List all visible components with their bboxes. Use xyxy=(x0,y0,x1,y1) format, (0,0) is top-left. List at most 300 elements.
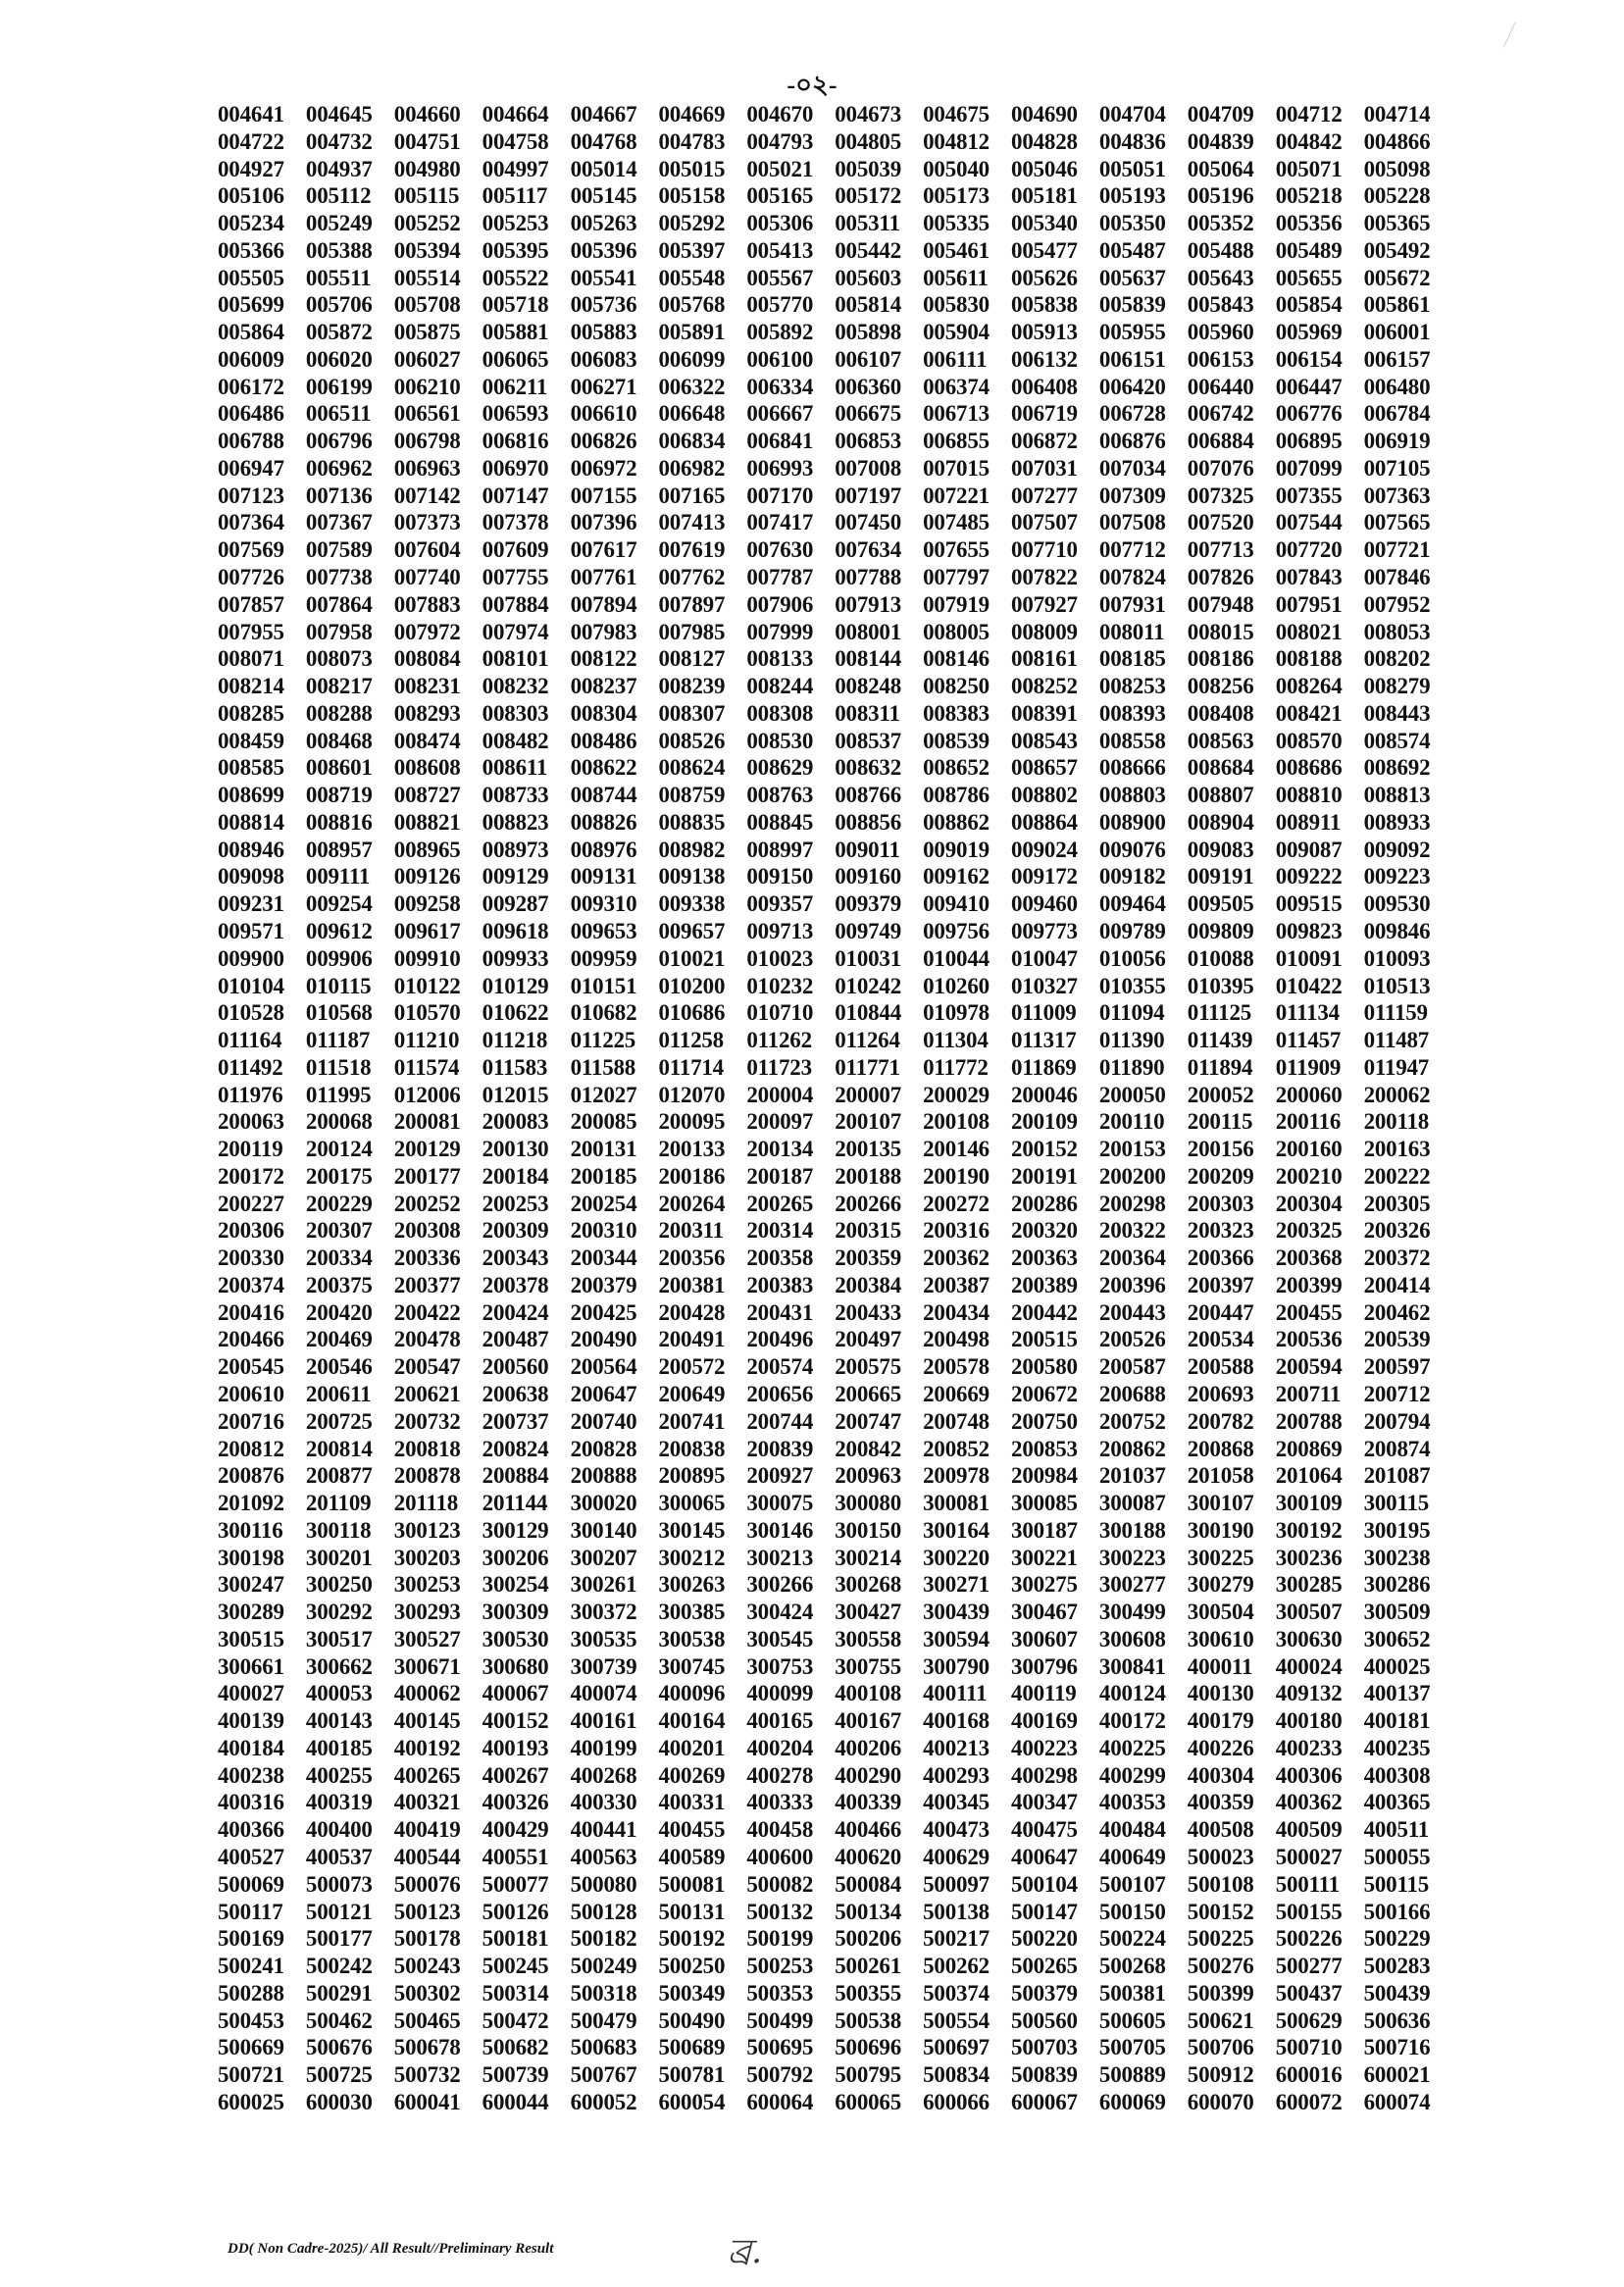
roll-number: 500839 xyxy=(1011,2062,1078,2088)
roll-number: 008558 xyxy=(1098,728,1166,753)
roll-number: 200046 xyxy=(1011,1082,1078,1107)
roll-number: 200927 xyxy=(746,1463,814,1489)
roll-number: 009011 xyxy=(835,837,900,862)
roll-number: 300517 xyxy=(305,1626,373,1652)
roll-number: 200063 xyxy=(218,1109,284,1135)
roll-number: 500181 xyxy=(482,1926,549,1952)
roll-number: 500353 xyxy=(746,1980,814,2006)
roll-number: 008911 xyxy=(1275,809,1342,835)
roll-number: 400290 xyxy=(835,1762,902,1788)
roll-number: 011210 xyxy=(393,1028,460,1053)
roll-number: 005106 xyxy=(218,183,284,209)
roll-number: 500169 xyxy=(218,1926,284,1952)
roll-number: 300608 xyxy=(1098,1626,1166,1652)
roll-number: 006667 xyxy=(746,401,814,427)
roll-number: 500265 xyxy=(1011,1954,1078,1979)
roll-number: 008250 xyxy=(923,674,990,699)
roll-number: 400473 xyxy=(923,1817,990,1843)
roll-number: 010021 xyxy=(658,945,726,971)
roll-number: 400400 xyxy=(305,1817,373,1843)
roll-number: 004670 xyxy=(746,102,814,127)
roll-number: 400213 xyxy=(923,1735,990,1760)
roll-number: 200487 xyxy=(482,1327,549,1352)
roll-number: 006271 xyxy=(570,374,637,399)
roll-number: 400168 xyxy=(923,1708,990,1734)
roll-number: 008601 xyxy=(305,755,373,781)
roll-number: 500379 xyxy=(1011,1980,1078,2006)
roll-number: 011390 xyxy=(1098,1028,1165,1053)
roll-number: 008813 xyxy=(1363,783,1431,808)
roll-number: 500055 xyxy=(1363,1845,1431,1869)
roll-number: 009505 xyxy=(1187,891,1254,917)
roll-number: 200107 xyxy=(835,1109,902,1135)
roll-number: 011457 xyxy=(1275,1028,1342,1053)
roll-number: 500706 xyxy=(1187,2035,1254,2060)
roll-number: 008239 xyxy=(658,674,726,699)
roll-number: 007822 xyxy=(1011,565,1078,590)
roll-number: 009131 xyxy=(570,864,637,889)
roll-number: 200307 xyxy=(305,1218,373,1244)
roll-number: 400458 xyxy=(746,1817,814,1843)
roll-number: 005115 xyxy=(393,183,460,209)
roll-number: 011574 xyxy=(393,1054,460,1080)
roll-number: 200118 xyxy=(1363,1109,1430,1135)
roll-number: 200083 xyxy=(482,1109,549,1135)
roll-number: 400359 xyxy=(1187,1790,1254,1815)
roll-number: 500225 xyxy=(1187,1926,1254,1952)
roll-number: 200611 xyxy=(305,1381,372,1406)
roll-number: 005196 xyxy=(1187,183,1254,209)
roll-number: 010513 xyxy=(1363,973,1431,998)
roll-number: 500283 xyxy=(1363,1954,1431,1979)
roll-number: 200434 xyxy=(923,1299,990,1325)
roll-number: 500479 xyxy=(570,2007,637,2033)
roll-number: 200379 xyxy=(570,1272,637,1297)
roll-number: 009749 xyxy=(835,918,902,943)
roll-number: 007931 xyxy=(1098,591,1166,617)
roll-number: 010395 xyxy=(1187,973,1254,998)
roll-number: 005488 xyxy=(1187,237,1254,263)
roll-number: 200812 xyxy=(218,1436,284,1461)
roll-number: 005892 xyxy=(746,320,814,345)
roll-number: 006876 xyxy=(1098,429,1166,454)
roll-number: 005234 xyxy=(218,211,284,236)
roll-number: 300080 xyxy=(835,1491,902,1516)
roll-number: 200085 xyxy=(570,1109,637,1135)
roll-number: 008997 xyxy=(746,837,814,862)
roll-number: 200304 xyxy=(1275,1191,1343,1216)
roll-number: 300739 xyxy=(570,1653,637,1679)
roll-number: 500126 xyxy=(482,1899,549,1924)
roll-number: 300671 xyxy=(393,1653,461,1679)
roll-number: 009182 xyxy=(1098,864,1166,889)
roll-number: 005838 xyxy=(1011,292,1078,318)
roll-number: 400537 xyxy=(305,1845,373,1869)
roll-number: 200209 xyxy=(1187,1163,1254,1189)
roll-number: 300630 xyxy=(1275,1626,1343,1652)
roll-number: 300085 xyxy=(1011,1491,1078,1516)
roll-number: 500381 xyxy=(1098,1980,1166,2006)
roll-number: 300755 xyxy=(835,1653,902,1679)
roll-number: 005046 xyxy=(1011,156,1078,181)
roll-number: 006728 xyxy=(1098,401,1166,427)
roll-number: 005864 xyxy=(218,320,284,345)
roll-number: 007105 xyxy=(1363,455,1431,481)
roll-number: 009083 xyxy=(1187,837,1254,862)
roll-number: 500669 xyxy=(218,2035,284,2060)
roll-number: 500243 xyxy=(393,1954,461,1979)
roll-number: 007974 xyxy=(482,619,549,644)
roll-number: 008835 xyxy=(658,809,726,835)
roll-number: 300515 xyxy=(218,1626,284,1652)
roll-number: 400509 xyxy=(1275,1817,1343,1843)
roll-number: 500262 xyxy=(923,1954,990,1979)
roll-number: 009900 xyxy=(218,945,284,971)
roll-number: 300439 xyxy=(923,1600,990,1625)
roll-number: 400455 xyxy=(658,1817,726,1843)
roll-number: 005854 xyxy=(1275,292,1343,318)
roll-number: 300545 xyxy=(746,1626,814,1652)
roll-number: 008391 xyxy=(1011,700,1078,726)
roll-number: 200305 xyxy=(1363,1191,1431,1216)
roll-number: 011159 xyxy=(1363,1000,1428,1026)
roll-number: 300427 xyxy=(835,1600,902,1625)
roll-number: 005736 xyxy=(570,292,637,318)
roll-number: 200309 xyxy=(482,1218,549,1244)
roll-number: 400024 xyxy=(1275,1653,1343,1679)
roll-number: 200184 xyxy=(482,1163,549,1189)
roll-number: 011304 xyxy=(923,1028,989,1053)
roll-number: 300607 xyxy=(1011,1626,1078,1652)
roll-number: 006970 xyxy=(482,455,549,481)
roll-number: 500199 xyxy=(746,1926,814,1952)
roll-number: 007197 xyxy=(835,483,902,508)
roll-number: 005039 xyxy=(835,156,902,181)
roll-number: 200227 xyxy=(218,1191,284,1216)
roll-number: 300527 xyxy=(393,1626,461,1652)
roll-number: 008015 xyxy=(1187,619,1254,644)
roll-number: 011723 xyxy=(746,1054,812,1080)
roll-number: 011771 xyxy=(835,1054,900,1080)
roll-number: 500111 xyxy=(1275,1871,1340,1897)
roll-number: 200963 xyxy=(835,1463,902,1489)
roll-number: 500082 xyxy=(746,1871,814,1897)
roll-number: 012006 xyxy=(393,1082,461,1107)
roll-number: 300266 xyxy=(746,1572,814,1598)
roll-number: 400179 xyxy=(1187,1708,1254,1734)
roll-number: 200447 xyxy=(1187,1299,1254,1325)
roll-number: 008821 xyxy=(393,809,461,835)
roll-number: 011583 xyxy=(482,1054,548,1080)
roll-number: 200490 xyxy=(570,1327,637,1352)
roll-number: 500152 xyxy=(1187,1899,1254,1924)
roll-number: 006593 xyxy=(482,401,549,427)
roll-number: 300558 xyxy=(835,1626,902,1652)
roll-number: 007569 xyxy=(218,537,284,563)
roll-number: 300277 xyxy=(1098,1572,1166,1598)
roll-number: 300279 xyxy=(1187,1572,1254,1598)
roll-number: 200097 xyxy=(746,1109,814,1135)
roll-number: 007884 xyxy=(482,591,549,617)
roll-number: 500834 xyxy=(923,2062,990,2088)
roll-number: 200547 xyxy=(393,1354,461,1380)
roll-number: 200175 xyxy=(305,1163,373,1189)
roll-number: 009338 xyxy=(658,891,726,917)
roll-number: 300509 xyxy=(1363,1600,1431,1625)
roll-number: 500889 xyxy=(1098,2062,1166,2088)
roll-number: 007396 xyxy=(570,510,637,535)
roll-number: 500636 xyxy=(1363,2007,1431,2033)
roll-number: 007864 xyxy=(305,591,373,617)
roll-number: 007972 xyxy=(393,619,461,644)
roll-number: 007726 xyxy=(218,565,284,590)
roll-number: 009809 xyxy=(1187,918,1254,943)
roll-number: 009287 xyxy=(482,891,549,917)
roll-number: 007099 xyxy=(1275,455,1343,481)
roll-number: 200672 xyxy=(1011,1381,1078,1406)
roll-number: 200534 xyxy=(1187,1327,1254,1352)
roll-number: 004732 xyxy=(305,128,373,154)
roll-number: 009464 xyxy=(1098,891,1166,917)
roll-number: 010844 xyxy=(835,1000,902,1026)
roll-number: 007325 xyxy=(1187,483,1254,508)
roll-number: 005511 xyxy=(305,265,372,290)
roll-number: 008408 xyxy=(1187,700,1254,726)
roll-number: 007147 xyxy=(482,483,549,508)
roll-number: 007367 xyxy=(305,510,373,535)
roll-number: 200129 xyxy=(393,1137,461,1162)
roll-number: 008486 xyxy=(570,728,637,753)
roll-number: 500206 xyxy=(835,1926,902,1952)
roll-number: 400319 xyxy=(305,1790,373,1815)
roll-number: 600021 xyxy=(1363,2062,1431,2088)
roll-number: 201087 xyxy=(1363,1463,1431,1489)
roll-number: 200572 xyxy=(658,1354,726,1380)
roll-number: 200478 xyxy=(393,1327,461,1352)
roll-number: 005064 xyxy=(1187,156,1254,181)
roll-number: 006742 xyxy=(1187,401,1254,427)
roll-number: 004839 xyxy=(1187,128,1254,154)
roll-number: 500912 xyxy=(1187,2062,1254,2088)
roll-number: 500121 xyxy=(305,1899,373,1924)
roll-number: 200387 xyxy=(923,1272,990,1297)
roll-number: 200978 xyxy=(923,1463,990,1489)
roll-number: 005218 xyxy=(1275,183,1343,209)
roll-number: 500166 xyxy=(1363,1899,1431,1924)
roll-number: 007034 xyxy=(1098,455,1166,481)
roll-number: 009530 xyxy=(1363,891,1431,917)
roll-number: 200153 xyxy=(1098,1137,1166,1162)
roll-number: 005514 xyxy=(393,265,461,290)
roll-number: 200322 xyxy=(1098,1218,1166,1244)
roll-number: 400124 xyxy=(1098,1681,1166,1706)
roll-number: 008526 xyxy=(658,728,726,753)
roll-number: 010122 xyxy=(393,973,461,998)
roll-number: 500192 xyxy=(658,1926,726,1952)
roll-number: 500374 xyxy=(923,1980,990,2006)
roll-number: 200853 xyxy=(1011,1436,1078,1461)
roll-number: 400108 xyxy=(835,1681,902,1706)
roll-number: 004783 xyxy=(658,128,726,154)
roll-number: 500182 xyxy=(570,1926,637,1952)
roll-number: 009172 xyxy=(1011,864,1078,889)
roll-number: 008810 xyxy=(1275,783,1343,808)
roll-number: 007894 xyxy=(570,591,637,617)
roll-number: 005442 xyxy=(835,237,902,263)
roll-number: 012015 xyxy=(482,1082,549,1107)
roll-number: 500138 xyxy=(923,1899,990,1924)
roll-number: 200895 xyxy=(658,1463,726,1489)
roll-number: 400192 xyxy=(393,1735,461,1760)
roll-number: 005708 xyxy=(393,292,461,318)
roll-number: 008786 xyxy=(923,783,990,808)
roll-number: 006111 xyxy=(923,346,988,372)
roll-number: 006027 xyxy=(393,346,461,372)
roll-number: 200363 xyxy=(1011,1245,1078,1271)
roll-number: 201058 xyxy=(1187,1463,1254,1489)
roll-number: 400184 xyxy=(218,1735,284,1760)
roll-number: 400169 xyxy=(1011,1708,1078,1734)
roll-number: 300263 xyxy=(658,1572,726,1598)
roll-number: 007617 xyxy=(570,537,637,563)
roll-number: 200172 xyxy=(218,1163,284,1189)
roll-number: 004812 xyxy=(923,128,990,154)
roll-number: 008084 xyxy=(393,646,461,672)
roll-number: 011518 xyxy=(305,1054,372,1080)
roll-number: 006447 xyxy=(1275,374,1343,399)
roll-number: 500318 xyxy=(570,1980,637,2006)
roll-number: 300225 xyxy=(1187,1545,1254,1570)
roll-number: 006099 xyxy=(658,346,726,372)
roll-number: 007008 xyxy=(835,455,902,481)
roll-number: 007948 xyxy=(1187,591,1254,617)
roll-number: 006895 xyxy=(1275,429,1343,454)
roll-number: 500399 xyxy=(1187,1980,1254,2006)
roll-number: 400321 xyxy=(393,1790,461,1815)
roll-number: 007364 xyxy=(218,510,284,535)
roll-number: 200874 xyxy=(1363,1436,1431,1461)
roll-number: 008285 xyxy=(218,700,284,726)
roll-number: 011009 xyxy=(1011,1000,1077,1026)
roll-number: 008144 xyxy=(835,646,902,672)
roll-number: 200750 xyxy=(1011,1408,1078,1434)
roll-number: 400629 xyxy=(923,1845,990,1869)
roll-number: 300195 xyxy=(1363,1517,1431,1543)
roll-number: 200109 xyxy=(1011,1109,1078,1135)
roll-number: 200842 xyxy=(835,1436,902,1461)
roll-number: 004758 xyxy=(482,128,549,154)
roll-number: 010686 xyxy=(658,1000,726,1026)
roll-number: 500242 xyxy=(305,1954,373,1979)
roll-number: 300213 xyxy=(746,1545,814,1570)
roll-number: 006157 xyxy=(1363,346,1431,372)
roll-number: 300192 xyxy=(1275,1517,1343,1543)
roll-number: 008666 xyxy=(1098,755,1166,781)
roll-number: 500097 xyxy=(923,1871,990,1897)
roll-number: 500220 xyxy=(1011,1926,1078,1952)
roll-number: 200422 xyxy=(393,1299,461,1325)
roll-number: 007740 xyxy=(393,565,461,590)
roll-number: 005356 xyxy=(1275,211,1343,236)
roll-number: 300372 xyxy=(570,1600,637,1625)
roll-number: 009379 xyxy=(835,891,902,917)
roll-number: 008009 xyxy=(1011,619,1078,644)
roll-number: 008802 xyxy=(1011,783,1078,808)
roll-number: 200343 xyxy=(482,1245,549,1271)
roll-number: 200868 xyxy=(1187,1436,1254,1461)
roll-number: 007485 xyxy=(923,510,990,535)
roll-number: 007565 xyxy=(1363,510,1431,535)
roll-number: 600067 xyxy=(1011,2089,1078,2114)
roll-number: 007721 xyxy=(1363,537,1431,563)
roll-number: 300467 xyxy=(1011,1600,1078,1625)
roll-number: 008122 xyxy=(570,646,637,672)
roll-number: 009846 xyxy=(1363,918,1431,943)
roll-number: 200878 xyxy=(393,1463,461,1489)
roll-number: 500253 xyxy=(746,1954,814,1979)
roll-number: 009098 xyxy=(218,864,284,889)
roll-number: 008864 xyxy=(1011,809,1078,835)
roll-number: 500696 xyxy=(835,2035,902,2060)
roll-number: 200336 xyxy=(393,1245,461,1271)
roll-number: 200428 xyxy=(658,1299,726,1325)
roll-number: 010528 xyxy=(218,1000,284,1026)
roll-number: 400589 xyxy=(658,1845,726,1869)
roll-number: 500117 xyxy=(218,1899,283,1924)
roll-number: 008719 xyxy=(305,783,373,808)
roll-number: 300661 xyxy=(218,1653,284,1679)
roll-number: 500131 xyxy=(658,1899,726,1924)
roll-number: 006841 xyxy=(746,429,814,454)
roll-number: 007136 xyxy=(305,483,373,508)
roll-number: 009191 xyxy=(1187,864,1254,889)
roll-number: 005643 xyxy=(1187,265,1254,290)
roll-number: 300203 xyxy=(393,1545,461,1570)
roll-number: 009310 xyxy=(570,891,637,917)
roll-number: 008763 xyxy=(746,783,814,808)
roll-number: 400167 xyxy=(835,1708,902,1734)
roll-number: 009571 xyxy=(218,918,284,943)
roll-number: 200647 xyxy=(570,1381,637,1406)
roll-number: 008005 xyxy=(923,619,990,644)
roll-number: 005340 xyxy=(1011,211,1078,236)
roll-number: 005413 xyxy=(746,237,814,263)
roll-number: 500689 xyxy=(658,2035,726,2060)
roll-number: 200462 xyxy=(1363,1299,1431,1325)
roll-number: 500261 xyxy=(835,1954,902,1979)
roll-number: 011588 xyxy=(570,1054,636,1080)
roll-number: 011894 xyxy=(1187,1054,1253,1080)
roll-number: 008904 xyxy=(1187,809,1254,835)
roll-number: 400193 xyxy=(482,1735,549,1760)
roll-number: 200310 xyxy=(570,1218,637,1244)
roll-number: 400333 xyxy=(746,1790,814,1815)
roll-number: 008537 xyxy=(835,728,902,753)
roll-number: 500554 xyxy=(923,2007,990,2033)
roll-number: 008253 xyxy=(1098,674,1166,699)
roll-number: 008574 xyxy=(1363,728,1431,753)
roll-number: 200384 xyxy=(835,1272,902,1297)
roll-number: 009087 xyxy=(1275,837,1343,862)
roll-number: 500150 xyxy=(1098,1899,1166,1924)
roll-number: 009126 xyxy=(393,864,461,889)
roll-number: 004768 xyxy=(570,128,637,154)
roll-number: 005394 xyxy=(393,237,461,263)
roll-number: 200356 xyxy=(658,1245,726,1271)
roll-number: 200374 xyxy=(218,1272,284,1297)
roll-number: 600070 xyxy=(1187,2089,1254,2114)
roll-number: 200163 xyxy=(1363,1137,1431,1162)
